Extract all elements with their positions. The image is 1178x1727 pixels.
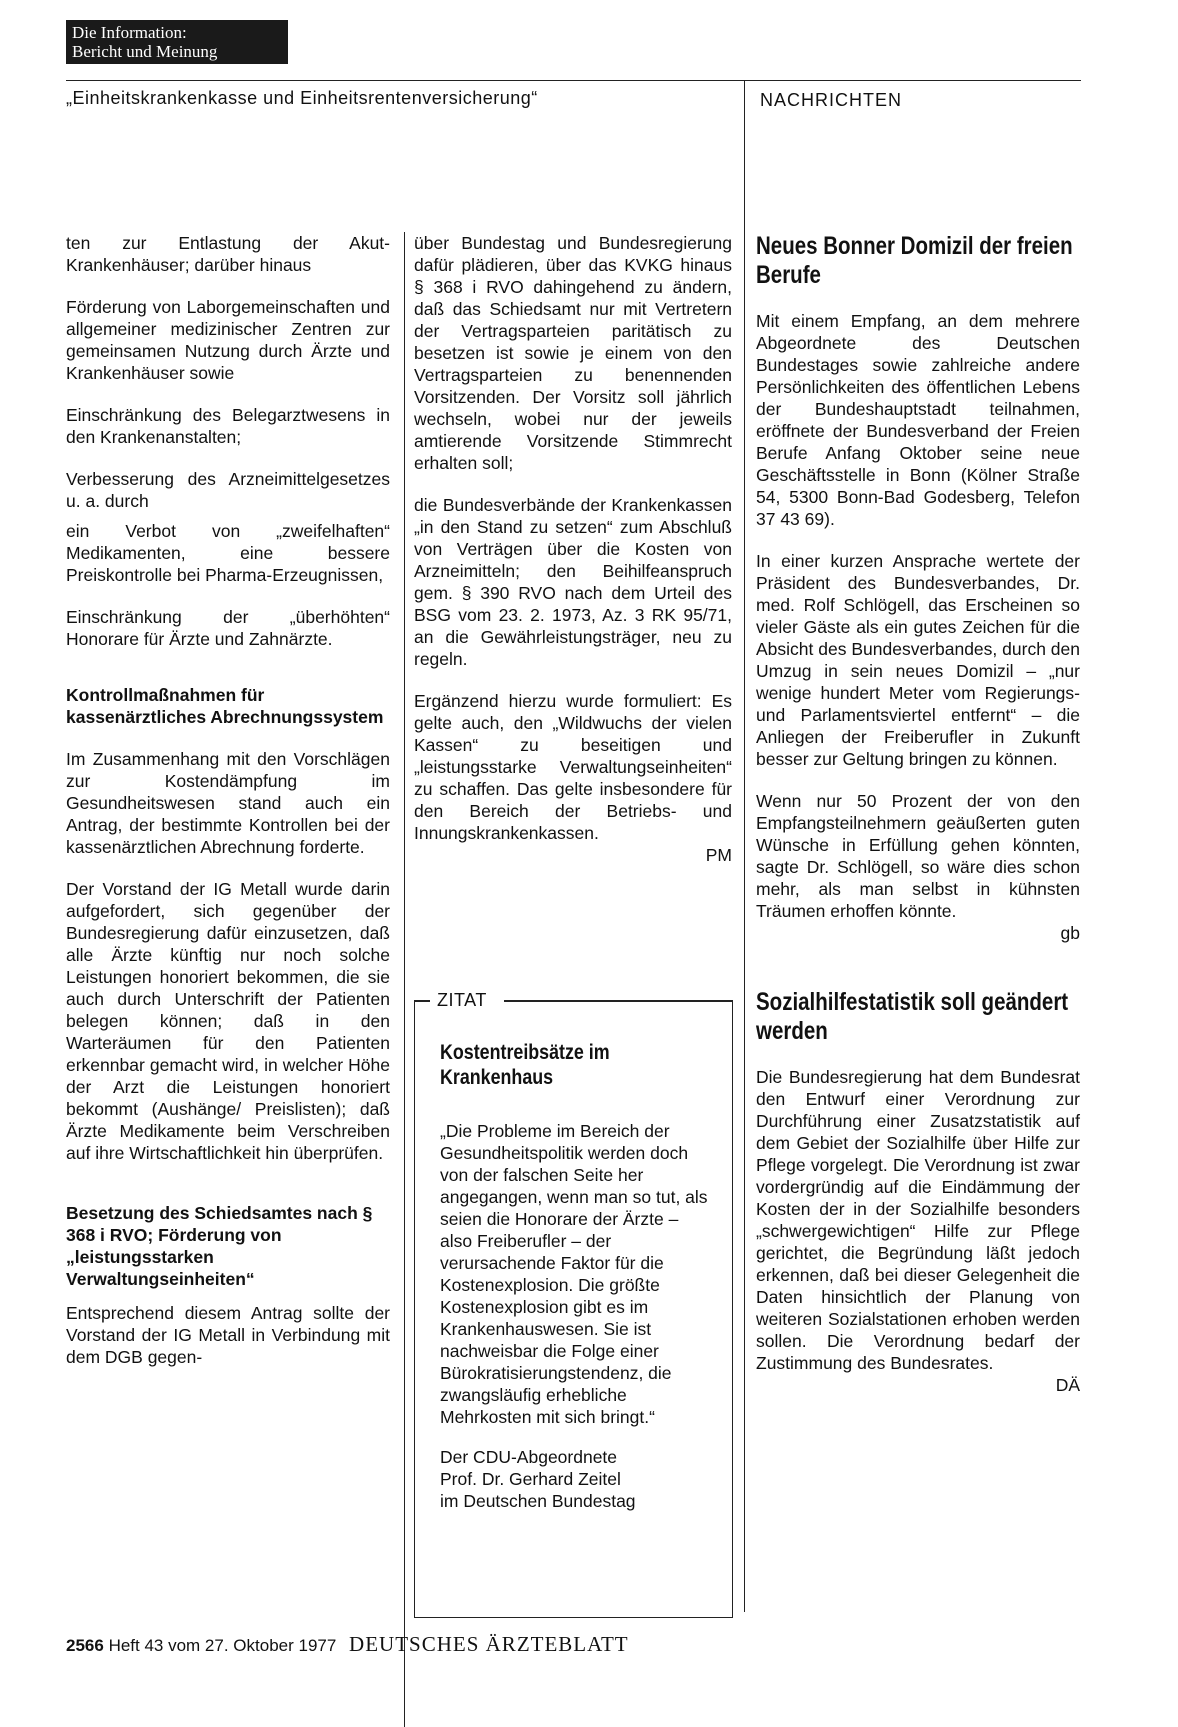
paragraph: Der Vorstand der IG Metall wurde darin aufgefordert, sich gegenüber der Bundesregierung dafür einzusetzen, daß alle Ärzte künftig nur noch solche Leistungen honoriert bekommen, die sie auch durch Unterschrift der Patienten belegen können; daß in den Warteräumen für den Patienten erkennbar gemacht wird, in welcher Höhe der Arzt die Leistungen honoriert bekommt (Aushänge/ Preislisten); daß Ärzte Medikamente beim Verschreiben auf ihre Wirtschaftlichkeit hin überprüfen. bbox=[66, 879, 390, 1163]
paragraph: Verbesserung des Arzneimittelgesetzes u. a. durch bbox=[66, 469, 390, 511]
masthead-line-2: Bericht und Meinung bbox=[72, 42, 218, 61]
paragraph: ein Verbot von „zweifelhaften“ Medikamenten, eine bessere Preiskontrolle bei Pharma-Erzeugnissen, bbox=[66, 521, 390, 585]
paragraph: über Bundestag und Bundesregierung dafür plädieren, über das KVKG hinaus § 368 i RVO dahingehend zu ändern, daß das Schiedsamt nur mit Vertretern der Vertragsparteien paritätisch zu besetzen ist sowie je einem von den Vertragsparteien zu benennenden Vorsitzenden. Der Vorsitz soll jährlich wechseln, wobei nur der jeweils amtierende Vorsitzende Stimmrecht erhalten soll; bbox=[414, 233, 732, 473]
section-masthead bbox=[66, 20, 288, 64]
paragraph-text: Wenn nur 50 Prozent der von den Empfangsteilnehmern geäußerten guten Wünsche in Erfüllung gehen könnten, sagte Dr. Schlögell, so wäre dies schon mehr, als man selbst in kühnsten Träumen erhoffen könnte. bbox=[756, 791, 1080, 921]
author-signature: gb bbox=[1060, 923, 1080, 943]
paragraph: Im Zusammenhang mit den Vorschlägen zur Kostendämpfung im Gesundheitswesen stand auch ein Antrag, der bestimmte Kontrollen bei der kassenärztlichen Abrechnung forderte. bbox=[66, 749, 390, 857]
quote-box-top-rule bbox=[504, 1000, 733, 1002]
author-signature: DÄ bbox=[1055, 1375, 1080, 1395]
author-signature: PM bbox=[705, 845, 732, 865]
publication-name: DEUTSCHES ÄRZTEBLATT bbox=[349, 1632, 629, 1656]
paragraph: ten zur Entlastung der Akut-Krankenhäuser; darüber hinaus bbox=[66, 233, 390, 275]
quote-box-top-rule bbox=[414, 1000, 430, 1002]
quote-label: ZITAT bbox=[434, 990, 490, 1011]
paragraph bbox=[756, 1066, 1080, 1396]
issue-info: Heft 43 vom 27. Oktober 1977 bbox=[108, 1636, 337, 1655]
paragraph-text: Ergänzend hierzu wurde formuliert: Es gelte auch, den „Wildwuchs der vielen Kassen“ zu beseitigen und „leistungsstarke Verwaltungseinheiten“ zu schaffen. Das gelte insbesondere für den Bereich der Betriebs- und Innungskrankenkassen. bbox=[414, 691, 732, 843]
article-headline: Neues Bonner Domizil der freien Berufe bbox=[756, 232, 1073, 289]
paragraph bbox=[756, 790, 1080, 944]
paragraph bbox=[414, 690, 732, 866]
paragraph: Einschränkung des Belegarztwesens in den Krankenanstalten; bbox=[66, 405, 390, 447]
paragraph: In einer kurzen Ansprache wertete der Präsident des Bundesverbandes, Dr. med. Rolf Schlögell, das Erscheinen so vieler Gäste als ein gutes Zeichen für die Absicht des Bundesverbandes, durch den Umzug in sein neues Domizil – „nur wenige hundert Meter vom Regierungs- und Parlamentsviertel entfernt“ – die Anliegen der Freiberufler in Zukunft besser zur Geltung bringen zu können. bbox=[756, 551, 1080, 769]
quote-headline: Kostentreibsätze im Krankenhaus bbox=[440, 1041, 610, 1089]
paragraph-text: Die Bundesregierung hat dem Bundesrat den Entwurf einer Verordnung zur Durchführung einer Zusatzstatistik auf dem Gebiet der Sozialhilfe über Hilfe zur Pflege vorgelegt. Die Verordnung ist zwar vordergründig auf die Eindämmung der Kosten der in der Sozialhilfe besonders „schwergewichtigen“ Hilfe zur Pflege gerichtet, die Begründung läßt jedoch erkennen, daß bei dieser Gelegenheit die Daten hinsichtlich der Planung von weiteren Sozialstationen erhoben werden sollen. Die Verordnung bedarf der Zustimmung des Bundesrates. bbox=[756, 1067, 1080, 1373]
masthead-line-1: Die Information: bbox=[72, 23, 187, 42]
page-footer bbox=[66, 1632, 629, 1657]
column-divider-1 bbox=[404, 232, 405, 1727]
subheading: Besetzung des Schiedsamtes nach § 368 i RVO; Förderung von „leistungsstarken Verwaltungseinheiten“ bbox=[66, 1203, 373, 1289]
header-divider bbox=[744, 80, 745, 240]
quote-content bbox=[440, 1040, 708, 1512]
column-1 bbox=[66, 232, 390, 1388]
quote-attribution: Prof. Dr. Gerhard Zeitel bbox=[440, 1469, 621, 1489]
section-title: „Einheitskrankenkasse und Einheitsrentenversicherung“ bbox=[66, 88, 538, 108]
column-3 bbox=[756, 232, 1080, 1416]
quote-text: „Die Probleme im Bereich der Gesundheitspolitik werden doch von der falschen Seite her angegangen, wenn man so tut, als seien die Honorare der Ärzte – also Freiberufler – der verursachende Faktor für die Kostenexplosion. Die größte Kostenexplosion gibt es im Krankenhauswesen. Sie ist nachweisbar die Folge einer Bürokratisierungstendenz, die zwangsläufig erhebliche Mehrkosten mit sich bringt.“ bbox=[440, 1121, 708, 1427]
article-headline: Sozialhilfestatistik soll geändert werden bbox=[756, 988, 1069, 1045]
column-2 bbox=[414, 232, 732, 886]
quote-attribution: Der CDU-Abgeordnete bbox=[440, 1447, 618, 1467]
subheading: Kontrollmaßnahmen für kassenärztliches Abrechnungssystem bbox=[66, 685, 384, 727]
news-section-label: NACHRICHTEN bbox=[760, 90, 903, 110]
quote-attribution: im Deutschen Bundestag bbox=[440, 1491, 636, 1511]
paragraph: Entsprechend diesem Antrag sollte der Vorstand der IG Metall in Verbindung mit dem DGB gegen- bbox=[66, 1303, 390, 1367]
top-rule bbox=[66, 80, 1081, 81]
paragraph: die Bundesverbände der Krankenkassen „in den Stand zu setzen“ zum Abschluß von Verträgen über die Kosten von Arzneimitteln; den Beihilfeanspruch gem. § 390 RVO nach dem Urteil des BSG vom 23. 2. 1973, Az. 3 RK 95/71, an die Gewährleistungsträger, neu zu regeln. bbox=[414, 495, 732, 669]
paragraph: Einschränkung der „überhöhten“ Honorare für Ärzte und Zahnärzte. bbox=[66, 607, 390, 649]
column-divider-2 bbox=[744, 232, 745, 1612]
page-number: 2566 bbox=[66, 1636, 104, 1655]
paragraph: Förderung von Laborgemeinschaften und allgemeiner medizinischer Zentren zur gemeinsamen Nutzung durch Ärzte und Krankenhäuser sowie bbox=[66, 297, 390, 383]
paragraph: Mit einem Empfang, an dem mehrere Abgeordnete des Deutschen Bundestages sowie zahlreiche andere Persönlichkeiten des öffentlichen Lebens der Bundeshauptstadt teilnahmen, eröffnete der Bundesverband der Freien Berufe Anfang Oktober seine neue Geschäftsstelle in Bonn (Kölner Straße 54, 5300 Bonn-Bad Godesberg, Telefon 37 43 69). bbox=[756, 311, 1080, 529]
